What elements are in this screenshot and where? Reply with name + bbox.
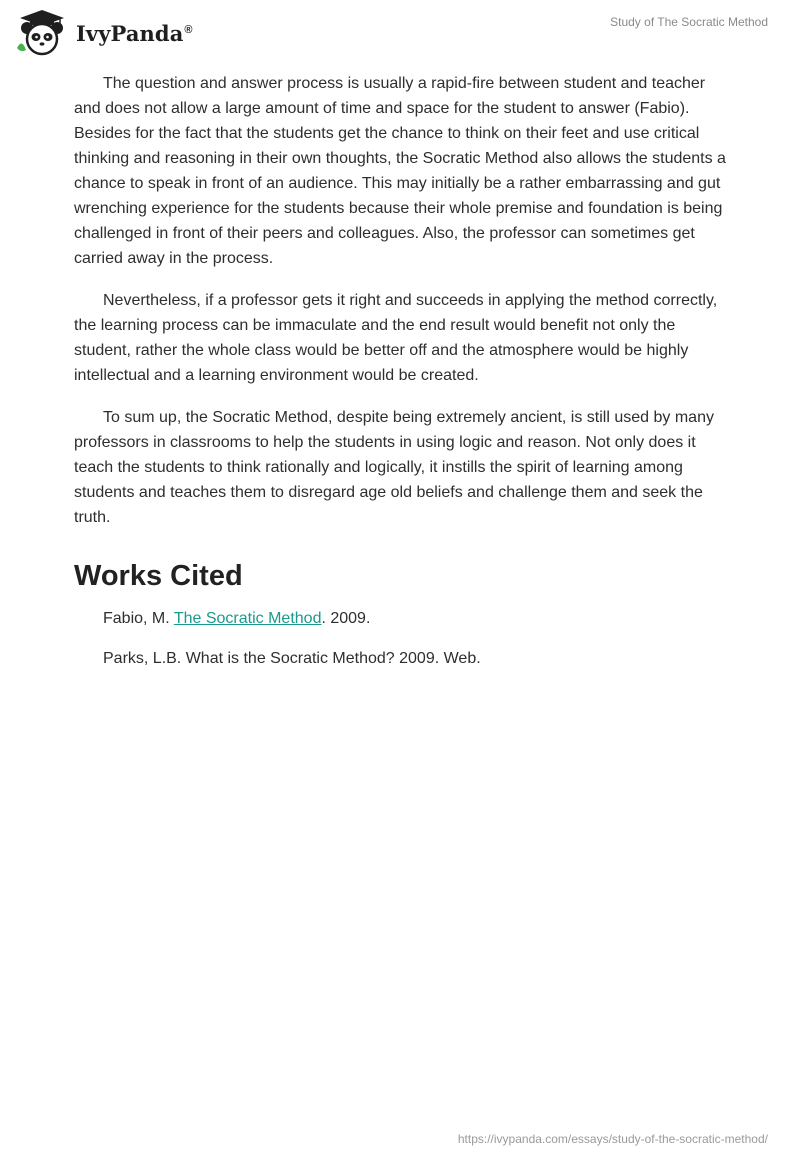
brand-name: IvyPanda®	[76, 20, 193, 46]
citation-link[interactable]: The Socratic Method	[173, 610, 322, 627]
paragraph: The question and answer process is usually a rapid-fire between student and teacher and does not allow a large amount of time and space for the student to answer (Fabio). Besides for the fact that the students get the chance to think on their feet and use critical thinking and reasoning in their own thoughts, the Socratic Method also allows the students a chance to speak in front of an audience. This may initially be a rather embarrassing and gut wrenching experience for the students because their whole premise and foundation is being challenged in front of their peers and colleagues. Also, the professor can sometimes get carried away in the process.	[74, 75, 726, 267]
works-cited-heading: Works Cited	[74, 560, 243, 592]
brand-logo[interactable]	[14, 8, 193, 58]
works-cited-list	[74, 606, 726, 671]
panda-graduate-logo-icon	[14, 8, 70, 58]
citation-item: Fabio, M. The Socratic Method. 2009.	[103, 610, 371, 627]
citation-item: Parks, L.B. What is the Socratic Method? 2009. Web.	[103, 650, 481, 667]
essay-content	[74, 71, 726, 686]
page-header	[0, 0, 800, 66]
footer-url[interactable]: https://ivypanda.com/essays/study-of-the-socratic-method/	[457, 1132, 768, 1146]
paragraph: To sum up, the Socratic Method, despite being extremely ancient, is still used by many professors in classrooms to help the students in using logic and reason. Not only does it teach the students to think rationally and logically, it instills the spirit of learning among students and teaches them to disregard age old beliefs and challenge them and seek the truth.	[74, 409, 714, 526]
running-title: Study of The Socratic Method	[610, 15, 768, 29]
paragraph: Nevertheless, if a professor gets it right and succeeds in applying the method correctly, the learning process can be immaculate and the end result would benefit not only the student, rather the whole class would be better off and the atmosphere would be highly intellectual and a learning environment would be created.	[74, 292, 718, 384]
